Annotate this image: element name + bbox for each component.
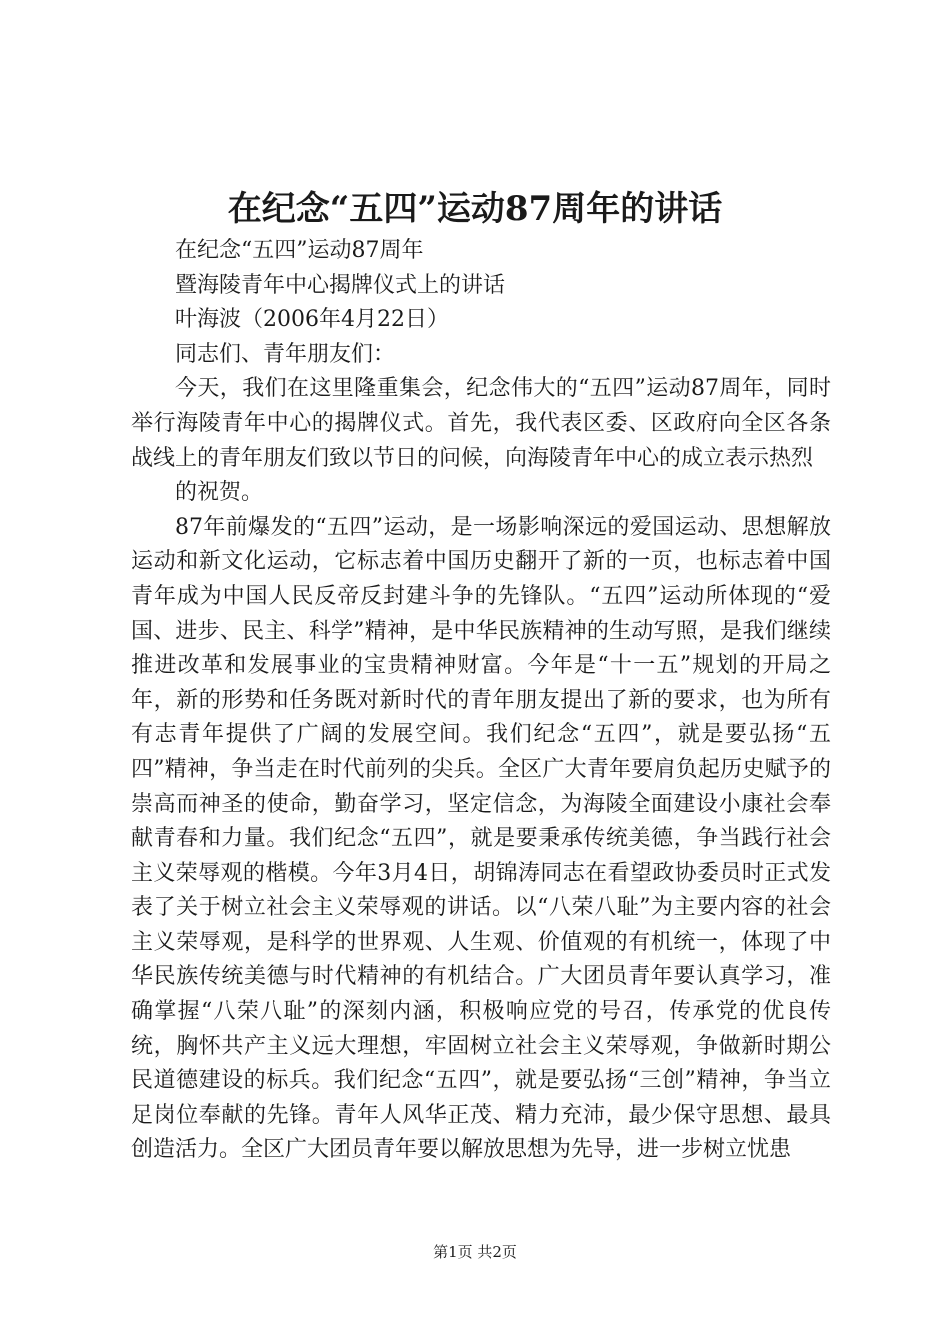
salutation: 同志们、青年朋友们： xyxy=(175,341,396,367)
document-title: 在纪念“五四”运动87周年的讲话 xyxy=(227,189,723,229)
paragraph-congratulation: 的祝贺。 xyxy=(175,480,264,506)
speaker-date-line: 叶海波（2006年4月22日） xyxy=(175,307,449,333)
subtitle-line-1: 在纪念“五四”运动87周年 xyxy=(175,238,424,263)
document-body xyxy=(131,234,831,1168)
paragraph-main: 87年前爆发的“五四”运动，是一场影响深远的爱国运动、思想解放运动和新文化运动，它标志着中国历史翻开了新的一页，也标志着中国青年成为中国人民反帝反封建斗争的先锋队。“五四”运动所体现的“爱国、进步、民主、科学”精神，是中华民族精神的生动写照，是我们继续推进改革和发展事业的宝贵精神财富。今年是“十一五”规划的开局之年，新的形势和任务既对新时代的青年朋友提出了新的要求，也为所有有志青年提供了广阔的发展空间。我们纪念“五四”，就是要弘扬“五四”精神，争当走在时代前列的尖兵。全区广大青年要肩负起历史赋予的崇高而神圣的使命，勤奋学习，坚定信念，为海陵全面建设小康社会奉献青春和力量。我们纪念“五四”，就是要秉承传统美德，争当践行社会主义荣辱观的楷模。今年3月4日，胡锦涛同志在看望政协委员时正式发表了关于树立社会主义荣辱观的讲话。以“八荣八耻”为主要内容的社会主义荣辱观，是科学的世界观、人生观、价值观的有机统一，体现了中华民族传统美德与时代精神的有机结合。广大团员青年要认真学习，准确掌握“八荣八耻”的深刻内涵，积极响应党的号召，传承党的优良传统，胸怀共产主义远大理想，牢固树立社会主义荣辱观，争做新时期公民道德建设的标兵。我们纪念“五四”，就是要弘扬“三创”精神，争当立足岗位奉献的先锋。青年人风华正茂、精力充沛，最少保守思想、最具创造活力。全区广大团员青年要以解放思想为先导，进一步树立忧患 xyxy=(131,514,831,1163)
subtitle-line-2: 暨海陵青年中心揭牌仪式上的讲话 xyxy=(175,272,506,298)
paragraph-opening: 今天，我们在这里隆重集会，纪念伟大的“五四”运动87周年，同时举行海陵青年中心的揭牌仪式。首先，我代表区委、区政府向全区各条战线上的青年朋友们致以节日的问候，向海陵青年中心的成立表示热烈 xyxy=(131,376,831,471)
page-number-footer: 第1页 共2页 xyxy=(433,1243,517,1261)
